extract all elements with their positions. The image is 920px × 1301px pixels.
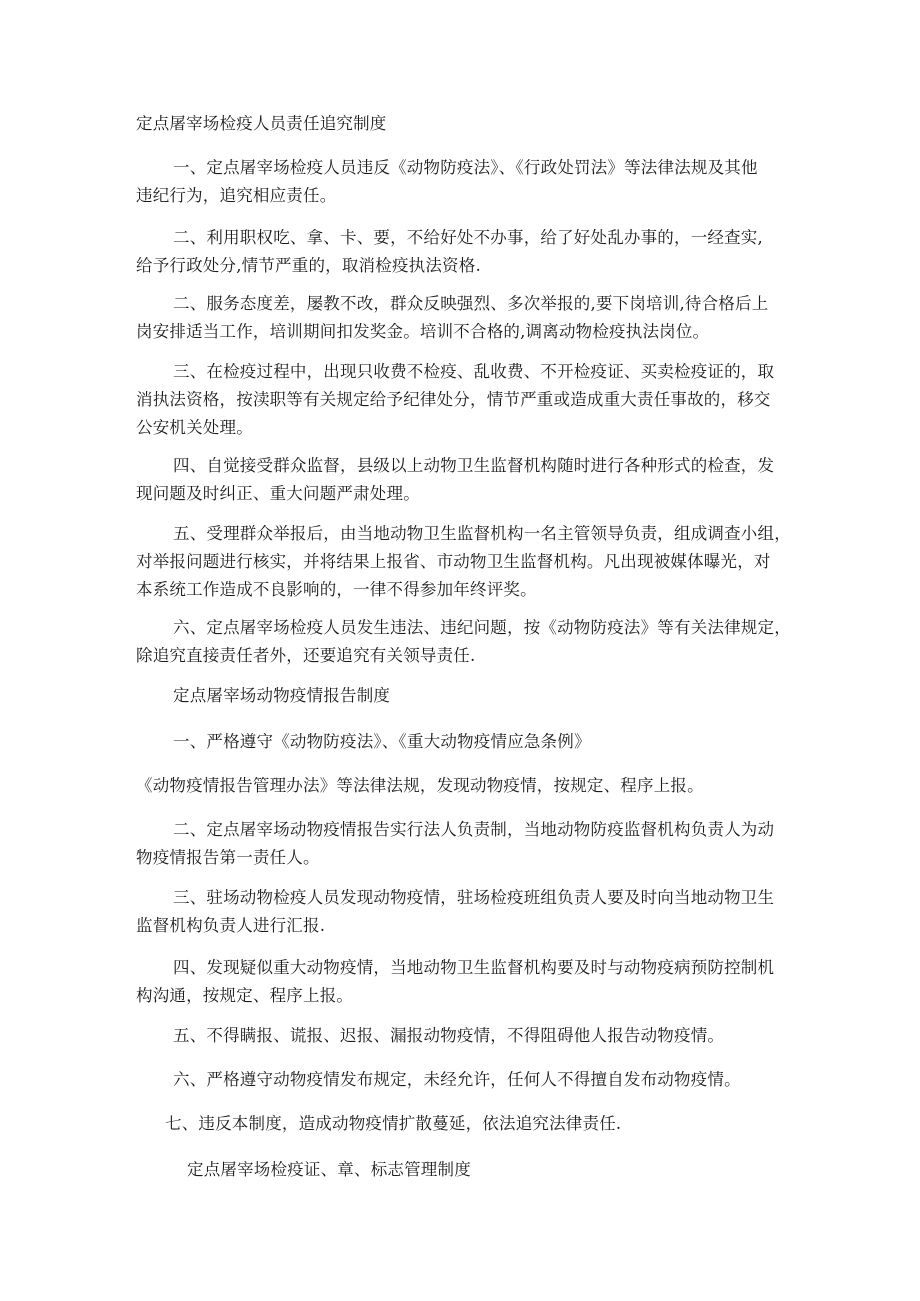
paragraph: 五、受理群众举报后，由当地动物卫生监督机构一名主管领导负责，组成调查小组， 对举报问题进行核实，并将结果上报省、市动物卫生监督机构。凡出现被媒体曝光，对 本系统工作造成不良影响的，一律不得参加年终评奖。 xyxy=(136,524,791,599)
paragraph: 二、定点屠宰场动物疫情报告实行法人负责制，当地动物防疫监督机构负责人为动 物疫情报告第一责任人。 xyxy=(136,820,775,867)
paragraph: 三、在检疫过程中，出现只收费不检疫、乱收费、不开检疫证、买卖检疫证的，取 消执法资格，按渎职等有关规定给予纪律处分，情节严重或造成重大责任事故的，移交 公安机关处理。 xyxy=(136,362,775,437)
document-title-certificate-management: 定点屠宰场检疫证、章、标志管理制度 xyxy=(187,1160,471,1179)
document-title-responsibility: 定点屠宰场检疫人员责任追究制度 xyxy=(136,114,387,133)
document-title-epidemic-report: 定点屠宰场动物疫情报告制度 xyxy=(173,686,391,705)
paragraph: 六、定点屠宰场检疫人员发生违法、违纪问题，按《动物防疫法》等有关法律规定， 除追究直接责任者外，还要追究有关领导责任. xyxy=(136,618,791,665)
paragraph: 七、违反本制度，造成动物疫情扩散蔓延，依法追究法律责任. xyxy=(165,1114,622,1133)
paragraph: 五、不得瞒报、谎报、迟报、漏报动物疫情，不得阻碍他人报告动物疫情。 xyxy=(173,1026,725,1045)
paragraph: 二、利用职权吃、拿、卡、要，不给好处不办事，给了好处乱办事的，一经查实, 给予行政处分,情节严重的，取消检疫执法资格. xyxy=(136,228,763,275)
paragraph: 三、驻场动物检疫人员发现动物疫情，驻场检疫班组负责人要及时向当地动物卫生 监督机构负责人进行汇报. xyxy=(136,888,775,935)
paragraph: 二、服务态度差，屡教不改，群众反映强烈、多次举报的,要下岗培训,待合格后上 岗安排适当工作，培训期间扣发奖金。培训不合格的,调离动物检疫执法岗位。 xyxy=(136,294,769,341)
paragraph: 六、严格遵守动物疫情发布规定，未经允许，任何人不得擅自发布动物疫情。 xyxy=(173,1070,741,1089)
paragraph: 一、严格遵守《动物防疫法》、《重大动物疫情应急条例》 xyxy=(173,732,591,751)
paragraph: 一、定点屠宰场检疫人员违反《动物防疫法》、《行政处罚法》等法律法规及其他 违纪行为，追究相应责任。 xyxy=(136,158,758,205)
paragraph: 《动物疫情报告管理办法》等法律法规，发现动物疫情，按规定、程序上报。 xyxy=(136,776,704,795)
paragraph: 四、自觉接受群众监督，县级以上动物卫生监督机构随时进行各种形式的检查，发 现问题及时纠正、重大问题严肃处理。 xyxy=(136,456,775,503)
paragraph: 四、发现疑似重大动物疫情，当地动物卫生监督机构要及时与动物疫病预防控制机 构沟通，按规定、程序上报。 xyxy=(136,958,775,1005)
